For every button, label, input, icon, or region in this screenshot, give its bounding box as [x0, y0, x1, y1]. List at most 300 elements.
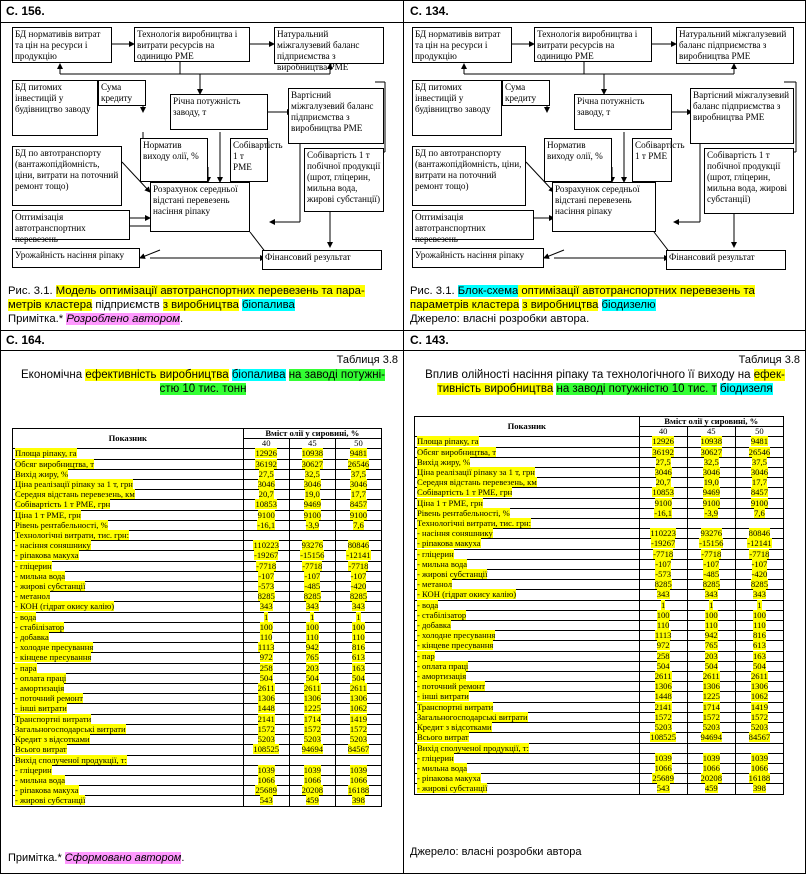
value-cell: 2141 [639, 702, 687, 712]
table-row [13, 796, 382, 806]
box-cost-byproduct: Собівартість 1 т побічної продукції (шрот, гліцерин, мильна вода, жирові субстанції) [704, 148, 794, 214]
value-cell: 1306 [289, 694, 335, 704]
value-cell [243, 531, 289, 541]
value-cell: 2611 [289, 684, 335, 694]
page-ref-tr: С. 134. [410, 4, 449, 18]
box-bd-transport: БД по автотранспорту (вантажопідйомність, ціни, витрати на поточний ремонт тощо) [12, 146, 122, 206]
table-row [415, 498, 784, 508]
value-cell: 26546 [735, 447, 783, 457]
value-cell: 1066 [639, 763, 687, 773]
row-label-cell: Собівартість 1 т РМЕ, грн [415, 488, 640, 498]
box-annual-capacity: Річна потужність заводу, т [574, 94, 672, 130]
table-note-left [8, 852, 184, 864]
box-oil-norm: Норматив виходу олії, % [140, 138, 208, 182]
value-cell: 7,6 [335, 520, 381, 530]
value-cell: 1306 [639, 682, 687, 692]
table-row [13, 745, 382, 755]
value-cell: 1066 [335, 775, 381, 785]
box-distance-calc: Розрахунок середньої відстані перевезень насіння ріпаку [150, 182, 250, 232]
value-cell: 1039 [687, 753, 735, 763]
highlight-phrase: оптимізації автотранспортних перевезень та пара- [96, 285, 365, 297]
highlight-phrase: ефек- [753, 369, 785, 381]
table-row [415, 478, 784, 488]
value-cell: 163 [735, 651, 783, 661]
source-note: Джерело: власні розробки автора. [410, 313, 590, 325]
value-cell [735, 519, 783, 529]
table-row [415, 600, 784, 610]
row-label-cell: - вода [415, 600, 640, 610]
box-annual-capacity: Річна потужність заводу, т [170, 94, 268, 130]
table-row [13, 449, 382, 459]
value-cell: 163 [335, 663, 381, 673]
value-cell: -420 [335, 582, 381, 592]
value-cell: 504 [243, 673, 289, 683]
value-cell [687, 743, 735, 753]
value-cell [335, 531, 381, 541]
value-cell [243, 755, 289, 765]
row-label-cell: Собівартість 1 т РМЕ, грн [13, 500, 244, 510]
note-text: Сформовано автором [64, 852, 182, 864]
table-row [415, 549, 784, 559]
caption-text: підприємств [92, 299, 163, 311]
value-cell: -573 [243, 582, 289, 592]
page-ref-tl: С. 156. [6, 4, 45, 18]
value-cell: 30627 [289, 459, 335, 469]
row-label-cell: - ріпакова макуха [13, 786, 244, 796]
table-row [13, 571, 382, 581]
row-label-cell: Ціна реалізації ріпаку за 1 т, грн [415, 468, 640, 478]
table-row [415, 753, 784, 763]
value-cell: 110 [735, 621, 783, 631]
table-row [13, 459, 382, 469]
data-table-right [414, 416, 784, 795]
value-cell: 8285 [289, 592, 335, 602]
value-cell: 8285 [243, 592, 289, 602]
table-row [13, 755, 382, 765]
value-cell: 1419 [735, 702, 783, 712]
table-row [415, 590, 784, 600]
value-cell: 1306 [243, 694, 289, 704]
value-cell [639, 519, 687, 529]
box-technology: Технологія виробництва і витрати ресурсів на одиницю РМЕ [134, 27, 250, 62]
row-label-cell: - метанол [13, 592, 244, 602]
row-label-cell: Всього витрат [13, 745, 244, 755]
value-cell: 26546 [335, 459, 381, 469]
row-label-cell: Рівень рентабельності, % [415, 508, 640, 518]
table-row [13, 765, 382, 775]
value-cell: 100 [687, 610, 735, 620]
col-header: 40 [639, 427, 687, 437]
value-cell: 203 [289, 663, 335, 673]
box-rapeseed-yield: Урожайність насіння ріпаку [12, 248, 140, 268]
value-cell: 3046 [335, 480, 381, 490]
box-cost-rme: Собівартість 1 т РМЕ [230, 138, 268, 182]
row-label-cell: - стабілізатор [415, 610, 640, 620]
table-row [415, 733, 784, 743]
box-cost-rme: Собівартість 1 т РМЕ [632, 138, 672, 182]
table-row [415, 580, 784, 590]
row-label-cell: - холодне пресування [13, 643, 244, 653]
row-label-cell: - стабілізатор [13, 622, 244, 632]
value-cell: -107 [243, 571, 289, 581]
highlight-phrase: параметрів кластера [410, 299, 520, 311]
value-cell: 84567 [335, 745, 381, 755]
highlight-term: біопалива [242, 299, 295, 311]
value-cell: -7718 [639, 549, 687, 559]
value-cell: 16188 [335, 786, 381, 796]
value-cell: 343 [687, 590, 735, 600]
value-cell: 1448 [639, 692, 687, 702]
table-row [13, 714, 382, 724]
group-header: Вміст олії у сировині, % [243, 429, 381, 439]
box-credit-sum: Сума кредиту [502, 80, 550, 106]
group-header: Вміст олії у сировині, % [639, 417, 783, 427]
value-cell: 100 [335, 622, 381, 632]
row-label-cell: - КОН (гідрат окису калію) [415, 590, 640, 600]
table-row [415, 437, 784, 447]
table-row [13, 612, 382, 622]
table-row [415, 488, 784, 498]
value-cell: 1066 [289, 775, 335, 785]
table-row [415, 621, 784, 631]
box-natural-balance: Натуральний міжгалузевий баланс підприємства з виробництва РМЕ [274, 27, 384, 64]
highlight-word: Блок-схема [457, 285, 519, 297]
value-cell: 459 [687, 784, 735, 794]
col-header: 45 [289, 439, 335, 449]
value-cell: -3,9 [687, 508, 735, 518]
highlight-phrase: метрів кластера [8, 299, 93, 311]
table-row [13, 663, 382, 673]
value-cell: 1448 [243, 704, 289, 714]
highlight-phrase: на заводі потужні- [288, 369, 385, 381]
value-cell: 1572 [639, 712, 687, 722]
value-cell: 1039 [243, 765, 289, 775]
row-label-cell: - оплата праці [415, 661, 640, 671]
value-cell: 110 [335, 633, 381, 643]
value-cell: 258 [243, 663, 289, 673]
value-cell: 9100 [335, 510, 381, 520]
row-label-cell: - метанол [415, 580, 640, 590]
value-cell: 258 [639, 651, 687, 661]
table-label: Таблиця 3.8 [738, 354, 800, 366]
row-label-cell: - мильна вода [13, 775, 244, 785]
highlight-phrase: оптимізації автотранспортних перевезень та [518, 285, 755, 297]
table-row [415, 682, 784, 692]
value-cell: 1113 [243, 643, 289, 653]
value-cell: 504 [289, 673, 335, 683]
table-row [415, 784, 784, 794]
value-cell: 1 [687, 600, 735, 610]
table-row [415, 743, 784, 753]
value-cell: 343 [335, 602, 381, 612]
value-cell: 504 [639, 661, 687, 671]
value-cell: 37,5 [735, 457, 783, 467]
value-cell [735, 743, 783, 753]
table-label: Таблиця 3.8 [336, 354, 398, 366]
value-cell: -19267 [243, 551, 289, 561]
table-row [415, 508, 784, 518]
box-value-balance: Вартісний міжгалузевий баланс підприємства з виробництва РМЕ [690, 88, 794, 144]
value-cell: 343 [735, 590, 783, 600]
row-label-cell: Вихід сполученої продукції, т: [415, 743, 640, 753]
row-label-cell: - жирові субстанції [13, 582, 244, 592]
value-cell: 94694 [687, 733, 735, 743]
value-cell: 2141 [243, 714, 289, 724]
value-cell: 8457 [335, 500, 381, 510]
value-cell: 2611 [639, 672, 687, 682]
value-cell: 5203 [639, 723, 687, 733]
table-row [13, 602, 382, 612]
table-row [415, 559, 784, 569]
table-row [13, 673, 382, 683]
value-cell: 504 [687, 661, 735, 671]
value-cell: 1039 [289, 765, 335, 775]
box-bd-transport: БД по автотранспорту (вантажопідйомність, ціни, витрати на поточний ремонт тощо) [412, 146, 526, 206]
value-cell: -107 [735, 559, 783, 569]
row-label-cell: Транспортні витрати [13, 714, 244, 724]
col-header: 50 [735, 427, 783, 437]
row-label-cell: - інші витрати [13, 704, 244, 714]
row-label-cell: Вихід жиру, % [415, 457, 640, 467]
row-label-cell: - кінцеве пресування [13, 653, 244, 663]
value-cell: -16,1 [639, 508, 687, 518]
table-row [13, 551, 382, 561]
highlight-phrase: стю 10 тис. тонн [159, 383, 247, 395]
value-cell: 398 [735, 784, 783, 794]
value-cell: -15156 [687, 539, 735, 549]
table-row [13, 786, 382, 796]
table-row [13, 622, 382, 632]
row-label-cell: - добавка [415, 621, 640, 631]
value-cell: 613 [335, 653, 381, 663]
value-cell: 25689 [639, 774, 687, 784]
row-label-cell: Ціна реалізації ріпаку за 1 т, грн [13, 480, 244, 490]
table-row [415, 712, 784, 722]
value-cell: 9100 [687, 498, 735, 508]
value-cell: 1113 [639, 631, 687, 641]
table-row [415, 692, 784, 702]
value-cell: 1066 [243, 775, 289, 785]
table-row [415, 702, 784, 712]
row-divider [0, 350, 806, 351]
value-cell: 5203 [735, 723, 783, 733]
highlight-term: біопалива [231, 369, 286, 381]
value-cell: 942 [687, 631, 735, 641]
table-row [415, 774, 784, 784]
box-bd-norms: БД нормативів витрат та цін на ресурси і продукцію [412, 27, 512, 63]
highlight-phrase: тивність виробництва [437, 383, 554, 395]
row-label-cell: Площа ріпаку, га [13, 449, 244, 459]
value-cell: 459 [289, 796, 335, 806]
value-cell: 100 [289, 622, 335, 632]
value-cell: 1 [243, 612, 289, 622]
box-financial-result: Фінансовий результат [666, 250, 786, 270]
value-cell: -573 [639, 570, 687, 580]
row-label-cell: - мильна вода [13, 571, 244, 581]
value-cell: 504 [735, 661, 783, 671]
value-cell: 1039 [335, 765, 381, 775]
value-cell: 100 [735, 610, 783, 620]
value-cell: 20,7 [639, 478, 687, 488]
value-cell: 36192 [243, 459, 289, 469]
value-cell: 1306 [735, 682, 783, 692]
box-bd-norms: БД нормативів витрат та цін на ресурси і продукцію [12, 27, 112, 63]
highlight-phrase: з виробництва [162, 299, 239, 311]
value-cell: 12926 [639, 437, 687, 447]
table-row [13, 684, 382, 694]
row-label-cell: Ціна 1 т РМЕ, грн [13, 510, 244, 520]
value-cell: 37,5 [335, 469, 381, 479]
value-cell: 1066 [687, 763, 735, 773]
value-cell: 1066 [735, 763, 783, 773]
note-label: Примітка.* [8, 852, 65, 864]
value-cell: -7718 [335, 561, 381, 571]
table-row [415, 763, 784, 773]
value-cell: 8285 [687, 580, 735, 590]
row-label-cell: Транспортні витрати [415, 702, 640, 712]
value-cell: 1572 [735, 712, 783, 722]
row-label-cell: - оплата праці [13, 673, 244, 683]
col-header: 40 [243, 439, 289, 449]
box-credit-sum: Сума кредиту [98, 80, 146, 106]
value-cell [639, 743, 687, 753]
table-row [13, 510, 382, 520]
table-row [415, 468, 784, 478]
value-cell: 7,6 [735, 508, 783, 518]
table-title-right [408, 368, 802, 396]
value-cell: 20208 [687, 774, 735, 784]
value-cell: 2611 [243, 684, 289, 694]
table-row [13, 480, 382, 490]
value-cell: 3046 [735, 468, 783, 478]
box-bd-investments: БД питомих інвестицій у будівництво заводу [412, 80, 502, 136]
value-cell [687, 519, 735, 529]
table-row [415, 631, 784, 641]
row-label-cell: Технологічні витрати, тис. грн: [13, 531, 244, 541]
value-cell: 8285 [335, 592, 381, 602]
value-cell: -3,9 [289, 520, 335, 530]
value-cell: 3046 [243, 480, 289, 490]
value-cell: 8457 [735, 488, 783, 498]
row-label-cell: - поточний ремонт [415, 682, 640, 692]
value-cell [335, 755, 381, 765]
table-title-left [6, 368, 400, 396]
table-row [415, 641, 784, 651]
row-label-cell: - жирові субстанції [415, 784, 640, 794]
value-cell: 25689 [243, 786, 289, 796]
value-cell: 93276 [687, 529, 735, 539]
value-cell: 19,0 [289, 490, 335, 500]
table-row [13, 541, 382, 551]
value-cell: 27,5 [243, 469, 289, 479]
caption-prefix: Рис. 3.1. [8, 285, 56, 297]
row-label-cell: - насіння соняшнику [415, 529, 640, 539]
value-cell: 80846 [735, 529, 783, 539]
value-cell: 343 [639, 590, 687, 600]
flowchart-right [404, 22, 806, 282]
caption-prefix: Рис. 3.1. [410, 285, 458, 297]
value-cell: 20,7 [243, 490, 289, 500]
value-cell: 1 [639, 600, 687, 610]
flowchart-left [0, 22, 403, 282]
value-cell: 27,5 [639, 457, 687, 467]
table-row [13, 694, 382, 704]
value-cell: 32,5 [687, 457, 735, 467]
box-distance-calc: Розрахунок середньої відстані перевезень насіння ріпаку [552, 182, 656, 232]
value-cell: 613 [735, 641, 783, 651]
value-cell: -12141 [335, 551, 381, 561]
row-label-cell: Площа ріпаку, га [415, 437, 640, 447]
value-cell: 942 [289, 643, 335, 653]
value-cell: -485 [289, 582, 335, 592]
value-cell: 343 [289, 602, 335, 612]
highlight-phrase: з виробництва [522, 299, 599, 311]
value-cell: 9100 [639, 498, 687, 508]
value-cell: 1039 [735, 753, 783, 763]
value-cell: -16,1 [243, 520, 289, 530]
figure-caption-left [8, 284, 400, 326]
row-label-cell: - холодне пресування [415, 631, 640, 641]
row-label-cell: - добавка [13, 633, 244, 643]
value-cell: 2611 [335, 684, 381, 694]
value-cell: -420 [735, 570, 783, 580]
data-table-left [12, 428, 382, 807]
box-transport-optim: Оптимізація автотранспортних перевезень [412, 210, 534, 240]
value-cell: 9469 [687, 488, 735, 498]
value-cell: 110 [243, 633, 289, 643]
value-cell: 16188 [735, 774, 783, 784]
highlight-phrase: ефективність виробництва [85, 369, 229, 381]
row-label-cell: - інші витрати [415, 692, 640, 702]
title-text: Економічна [21, 369, 86, 381]
title-text: Вплив олійності насіння ріпаку та технологічного її виходу на [425, 369, 754, 381]
table-row [415, 651, 784, 661]
row-label-cell: - амортизація [13, 684, 244, 694]
highlight-term: біодизеля [720, 383, 773, 395]
row-label-cell: - кінцеве пресування [415, 641, 640, 651]
value-cell: 1714 [687, 702, 735, 712]
row-label-cell: Загальногосподарські витрати [415, 712, 640, 722]
value-cell: 9100 [735, 498, 783, 508]
value-cell: 9481 [735, 437, 783, 447]
table-row [13, 643, 382, 653]
table-row [13, 561, 382, 571]
table-row [13, 724, 382, 734]
value-cell: 1039 [639, 753, 687, 763]
table-row [415, 529, 784, 539]
value-cell: 1062 [735, 692, 783, 702]
value-cell: 100 [639, 610, 687, 620]
value-cell: 504 [335, 673, 381, 683]
row-label-cell: - насіння соняшнику [13, 541, 244, 551]
value-cell: 1419 [335, 714, 381, 724]
page-ref-br: С. 143. [410, 333, 449, 347]
value-cell: 17,7 [735, 478, 783, 488]
value-cell: 3046 [687, 468, 735, 478]
col-header: 45 [687, 427, 735, 437]
note-text: Розроблено автором [66, 313, 181, 325]
row-label-cell: - гліцерин [415, 549, 640, 559]
value-cell: -19267 [639, 539, 687, 549]
table-row [13, 633, 382, 643]
value-cell: -15156 [289, 551, 335, 561]
value-cell: -107 [639, 559, 687, 569]
value-cell: 1 [335, 612, 381, 622]
row-label-cell: Технологічні витрати, тис. грн: [415, 519, 640, 529]
table-row [13, 582, 382, 592]
value-cell: -7718 [735, 549, 783, 559]
table-row [13, 653, 382, 663]
